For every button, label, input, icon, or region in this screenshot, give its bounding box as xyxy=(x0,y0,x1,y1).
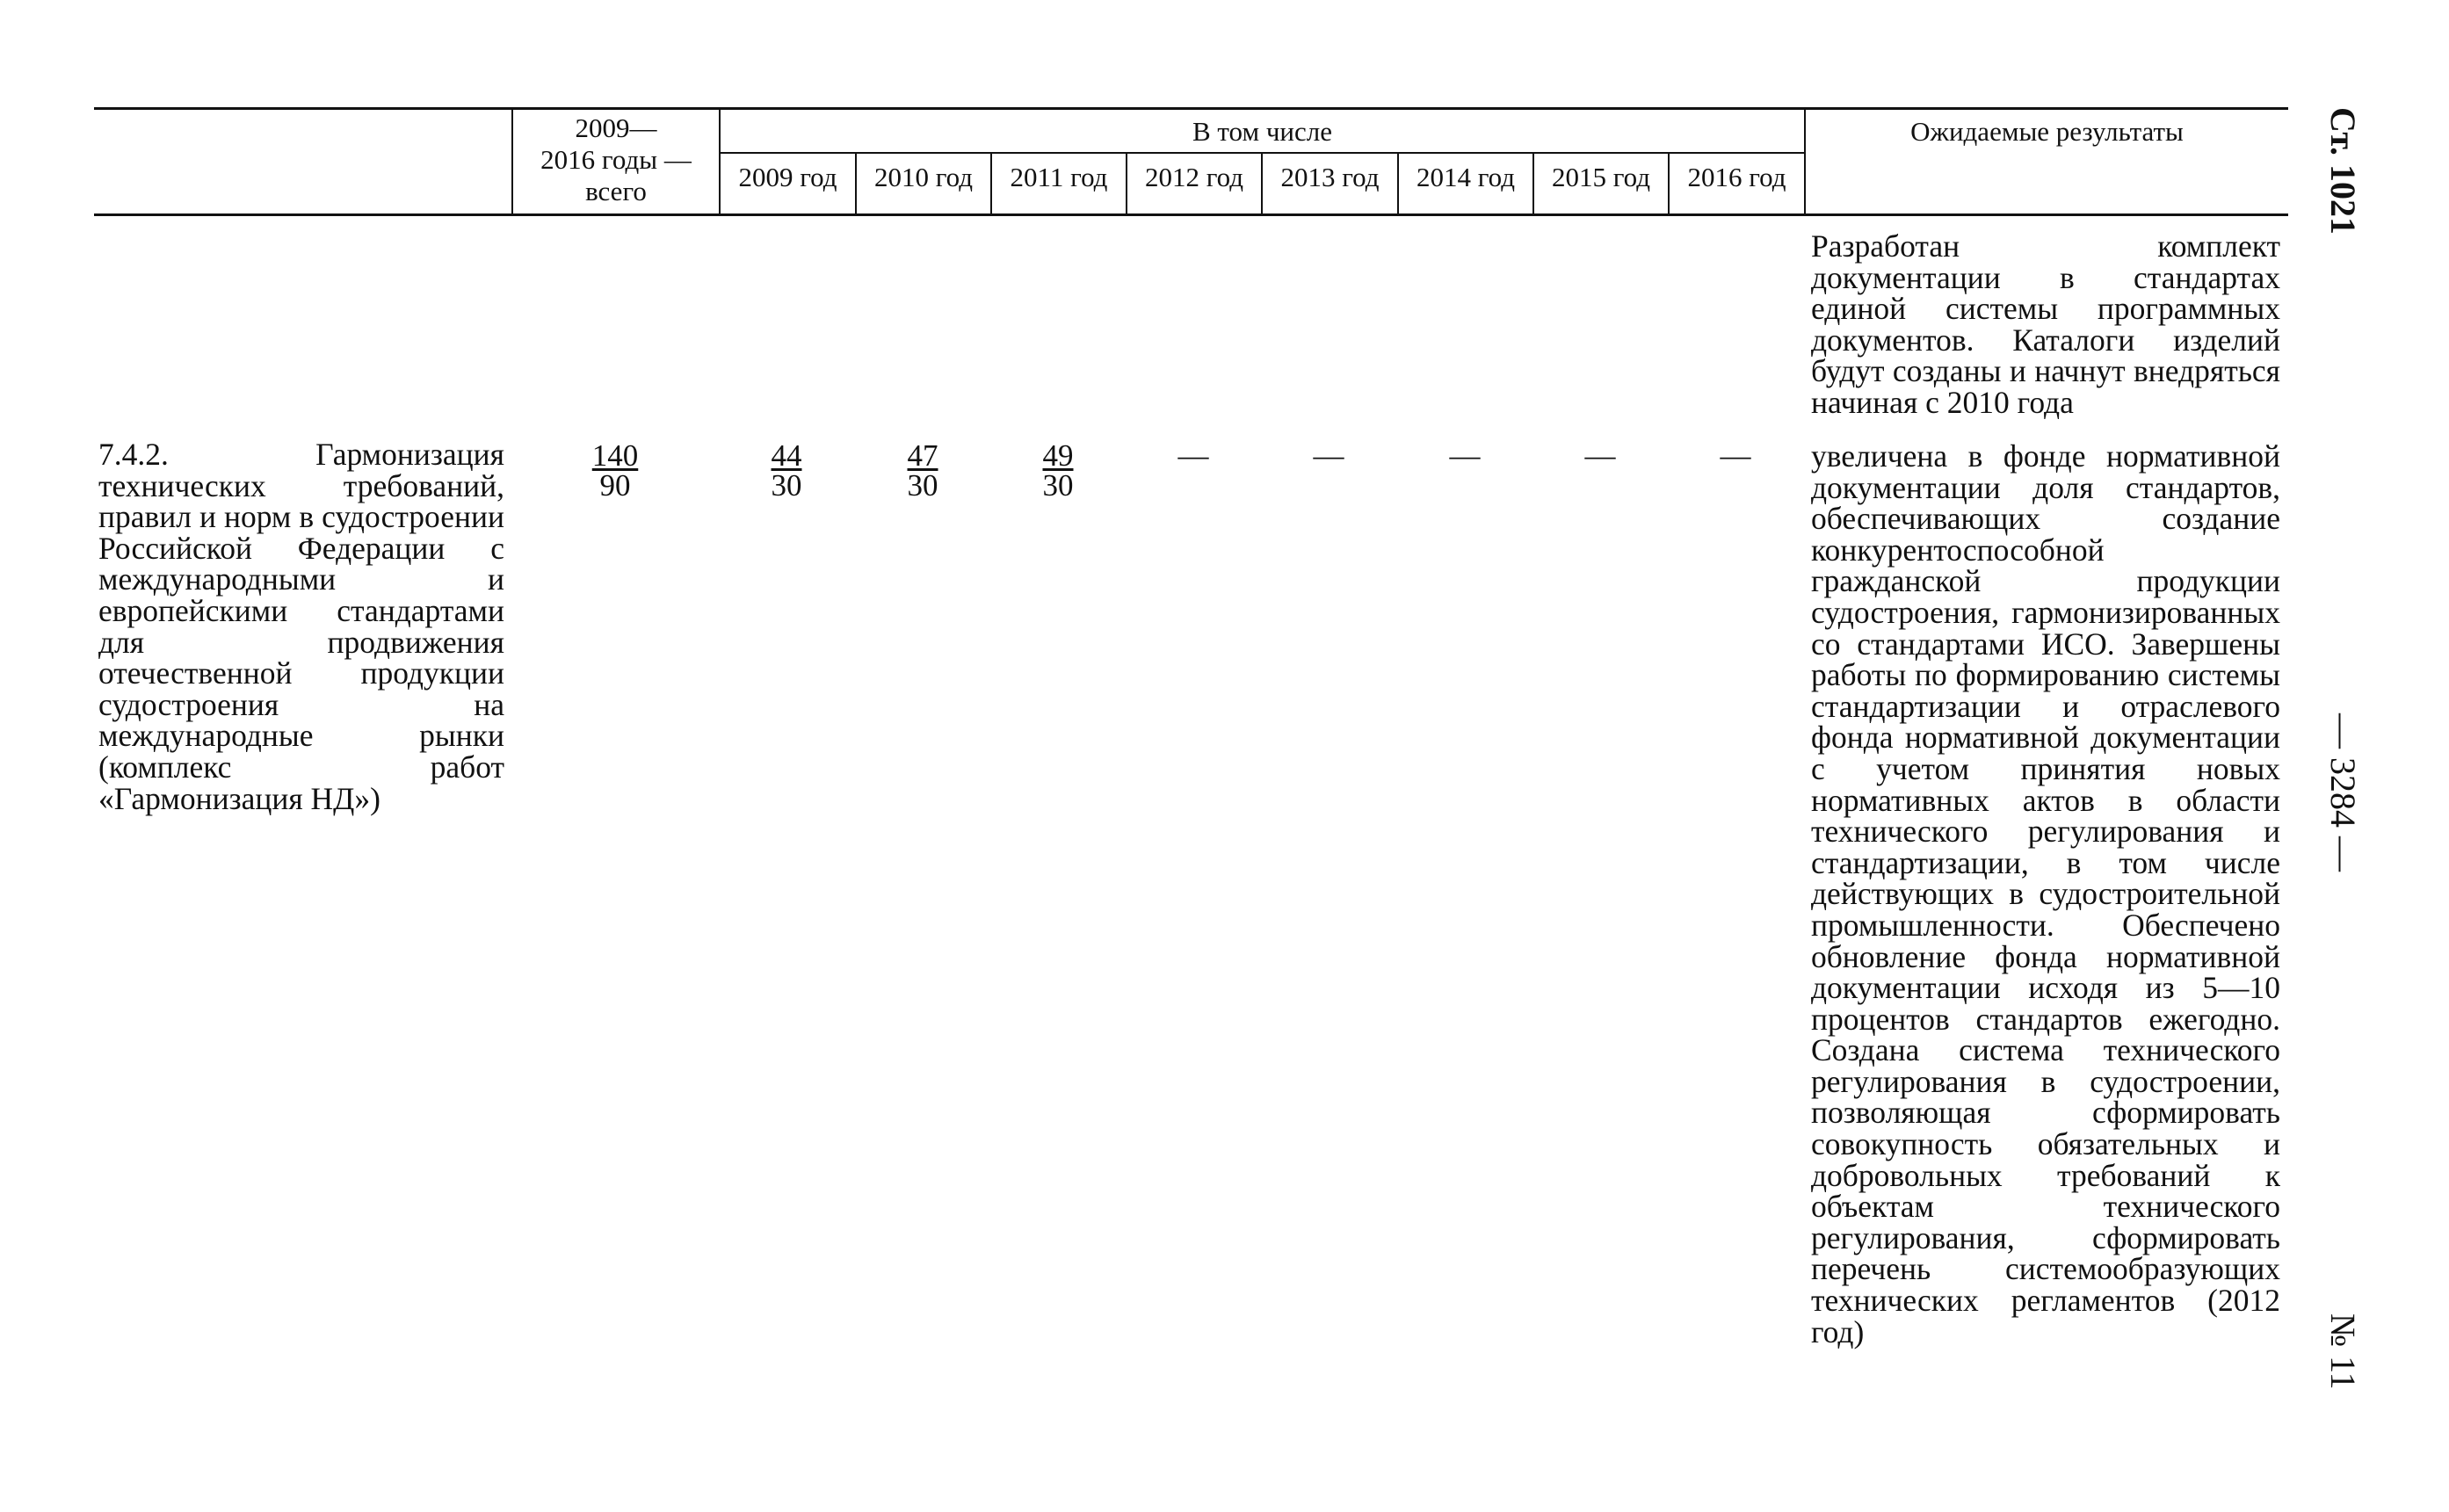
value-2009 xyxy=(738,438,835,503)
year-header-2012: 2012 год xyxy=(1144,162,1244,192)
value-2014-dash: — xyxy=(1449,438,1481,473)
value-2010-top: 47 xyxy=(907,438,938,473)
table-top-rule xyxy=(94,107,2288,110)
year-header-2011: 2011 год xyxy=(1010,162,1108,192)
row-title: 7.4.2. Гармонизация технических требований, правил и норм в судостроении Российской Федерации с международными и европейскими стандартами для продвижения отечественной продукции судостроения на международные рынки (комплекс работ «Гармонизация НД») xyxy=(98,437,504,816)
group-column-header: В том числе xyxy=(1192,116,1332,147)
row-total-value xyxy=(567,438,663,503)
page-number: — 3284 — xyxy=(2323,713,2363,872)
year-header-2013: 2013 год xyxy=(1280,162,1380,192)
value-2009-top: 44 xyxy=(771,438,802,473)
value-2011-bottom: 30 xyxy=(1042,468,1074,503)
value-2010 xyxy=(874,438,971,503)
value-2016-dash: — xyxy=(1720,438,1751,473)
year-header-2009: 2009 год xyxy=(738,162,837,192)
value-2011 xyxy=(1010,438,1106,503)
value-2013-dash: — xyxy=(1313,438,1344,473)
table-header-bottom-rule xyxy=(94,213,2288,216)
year-header-2010: 2010 год xyxy=(873,162,974,192)
value-2009-bottom: 30 xyxy=(771,468,802,503)
total-column-header: 2009— 2016 годы — всего xyxy=(540,112,692,206)
row-result-text: увеличена в фонде нормативной документации доля стандартов, обеспечивающих создание конкурентоспособной гражданской продукции судостроения, гармонизированных со стандартами ИСО. Завершены работы по формированию системы стандартизации и отраслевого фонда нормативной документации с учетом принятия новых нормативных актов в области технического регулирования и стандартизации, в том числе действующих в судостроительной промышленности. Обеспечено обновление фонда нормативной документации исходя из 5—10 процентов стандартов ежегодно. Создана система технического регулирования в судостроении, позволяющая сформировать совокупность обязательных и добровольных требований к объектам технического регулирования, сформировать перечень системообразующих технических регламентов (2012 год) xyxy=(1811,438,2280,1349)
continuation-result-text: Разработан комплект документации в стандартах единой системы программных документов. Каталоги изделий будут созданы и начнут внедряться начиная с 2010 года xyxy=(1811,228,2280,420)
value-2015-dash: — xyxy=(1584,438,1616,473)
year-header-2016: 2016 год xyxy=(1687,162,1786,192)
year-header-2014: 2014 год xyxy=(1416,162,1516,192)
value-2012-dash: — xyxy=(1177,438,1209,473)
results-column-header: Ожидаемые результаты xyxy=(1910,116,2184,147)
year-header-2015: 2015 год xyxy=(1551,162,1651,192)
total-top: 140 xyxy=(591,438,639,473)
page-label: Ст. 1021 xyxy=(2323,107,2363,235)
total-bottom: 90 xyxy=(599,468,631,503)
issue-number: № 11 xyxy=(2323,1313,2363,1390)
value-2010-bottom: 30 xyxy=(907,468,938,503)
value-2011-top: 49 xyxy=(1042,438,1074,473)
